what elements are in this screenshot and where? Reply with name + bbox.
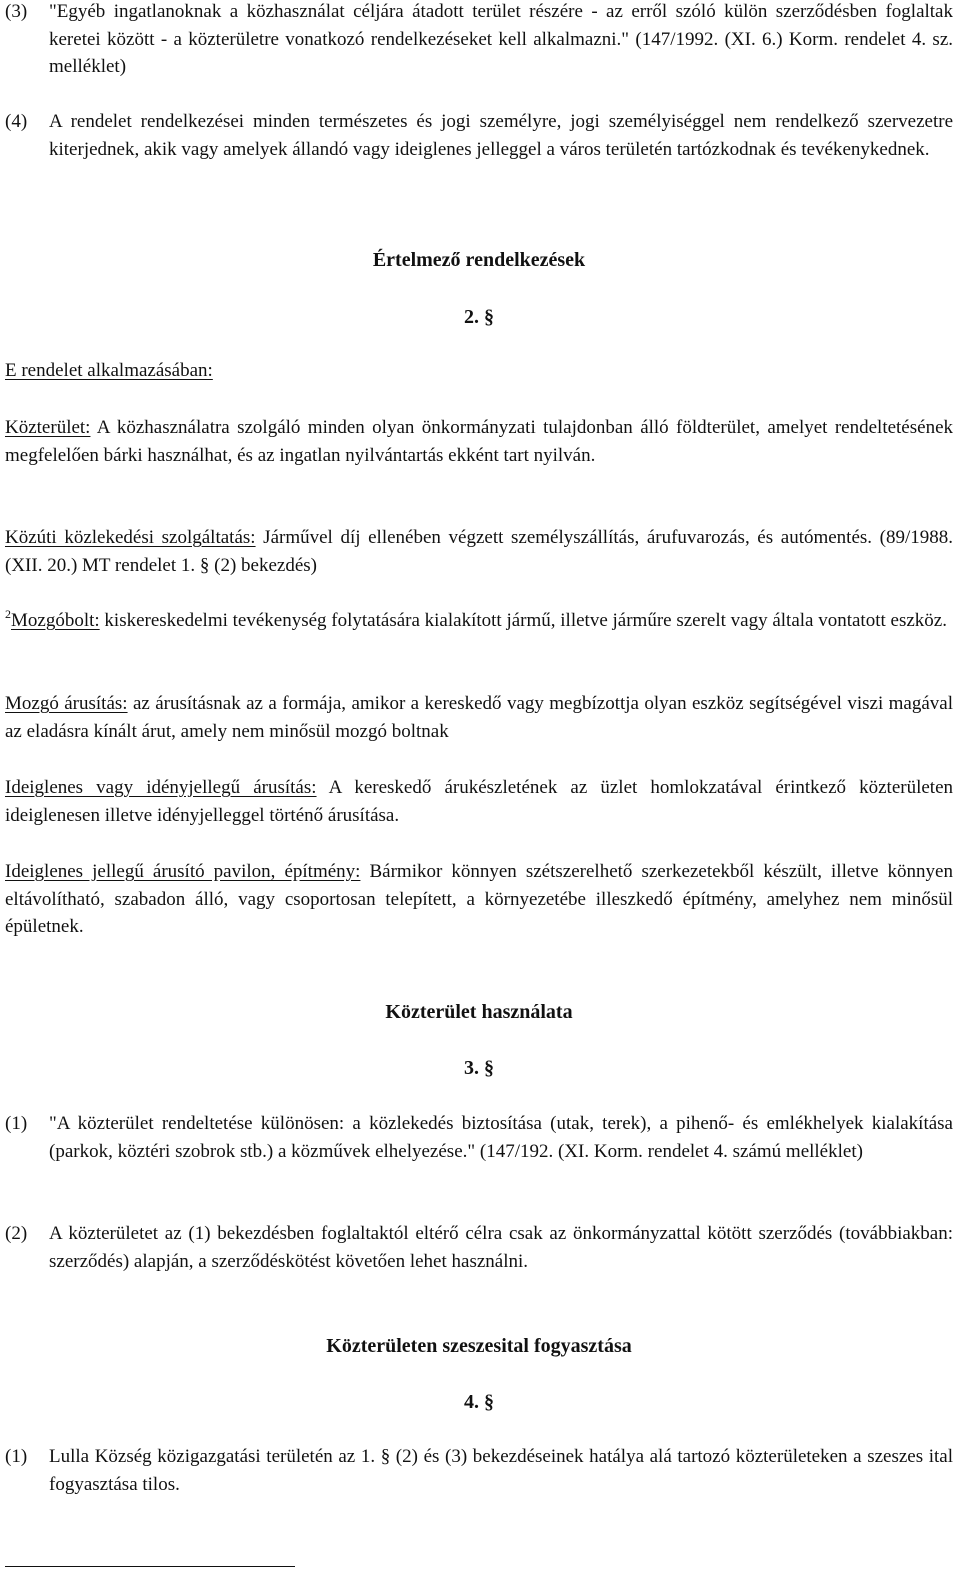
paragraph-1-3 [5,0,953,81]
section-2-lead: E rendelet alkalmazásában: [5,360,213,381]
paragraph-4-1 [5,1443,953,1498]
definition-term: Mozgó árusítás: [5,693,128,714]
definition-kozuti-kozlekedes [5,524,953,579]
paragraph-text: "Egyéb ingatlanoknak a közhasználat céljára átadott terület részére - az erről szóló külön szerződésben foglaltak keretei között - a közterületre vonatkozó rendelkezéseket kell alkalmazni." (147/1992. (XI. 6.) Korm. rendelet 4. sz. melléklet) [49,1,953,77]
section-3-number: 3. § [464,1057,494,1079]
section-4-number: 4. § [464,1391,494,1413]
definition-pavilon [5,858,953,941]
paragraph-number: (1) [5,1446,28,1467]
definition-text: kiskereskedelmi tevékenység folytatására kialakított jármű, illetve járműre szerelt vagy általa vontatott eszköz. [99,610,947,631]
definition-text: Bármikor könnyen szétszerelhető szerkezetekből készült, illetve könnyen eltávolítható, szabadon álló, vagy csoportosan telepített, a környezetébe illeszkedő építmény, amelyhez nem minősül épületnek. [5,861,953,937]
section-2-number: 2. § [464,306,494,328]
paragraph-number: (3) [5,1,28,22]
paragraph-text: A rendelet rendelkezései minden természetes és jogi személyre, jogi személyiséggel nem rendelkező szervezetre kiterjednek, akik vagy amelyek állandó vagy ideiglenes jelleggel a város területén tartózkodnak és tevékenykednek. [49,111,953,160]
section-4-heading: Közterületen szeszesital fogyasztása [326,1335,632,1357]
definition-term: Közúti közlekedési szolgáltatás: [5,527,256,548]
definition-text: Járművel díj ellenében végzett személyszállítás, árufuvarozás, és autómentés. (89/1988. (XII. 20.) MT rendelet 1. § (2) bekezdés) [5,527,954,576]
definition-kozterulet [5,414,953,469]
definition-term: Ideiglenes vagy idényjellegű árusítás: [5,777,317,798]
paragraph-number: (4) [5,111,28,132]
paragraph-3-2 [5,1220,953,1275]
definition-term: Közterület: [5,417,91,438]
definition-mozgo-arusitas [5,690,953,745]
definition-term: Mozgóbolt: [11,610,100,631]
definition-mozgobolt [5,607,953,635]
paragraph-3-1 [5,1110,953,1165]
paragraph-number: (1) [5,1113,28,1134]
paragraph-1-4 [5,108,953,163]
footnote-separator [5,1566,295,1567]
footnote-marker: 2 [5,607,11,621]
paragraph-number: (2) [5,1223,28,1244]
definition-term: Ideiglenes jellegű árusító pavilon, építmény: [5,861,361,882]
section-3-heading: Közterület használata [385,1001,573,1023]
paragraph-text: A közterületet az (1) bekezdésben foglaltaktól eltérő célra csak az önkormányzattal kötött szerződés (továbbiakban: szerződés) alapján, a szerződéskötést követően lehet használni. [49,1223,953,1272]
paragraph-text: Lulla Község közigazgatási területén az 1. § (2) és (3) bekezdéseinek hatálya alá tartozó közterületeken a szeszes ital fogyasztása tilos. [49,1446,953,1495]
definition-ideiglenes-arusitas [5,774,953,829]
definition-text: az árusításnak az a formája, amikor a kereskedő vagy megbízottja olyan eszköz segítségével viszi magával az eladásra kínált árut, amely nem minősül mozgó boltnak [5,693,953,742]
definition-text: A közhasználatra szolgáló minden olyan önkormányzati tulajdonban álló földterület, amelyet rendeltetésének megfelelően bárki használhat, és az ingatlan nyilvántartás ekként tart nyilván. [5,417,953,466]
definition-text: A kereskedő árukészletének az üzlet homlokzatával érintkező közterületen ideiglenesen illetve idényjelleggel történő árusítása. [5,777,953,826]
paragraph-text: "A közterület rendeltetése különösen: a közlekedés biztosítása (utak, terek), a pihenő- és emlékhelyek kialakítása (parkok, köztéri szobrok stb.) a közművek elhelyezése." (147/192. (XI. Korm. rendelet 4. számú melléklet) [49,1113,953,1162]
section-2-heading: Értelmező rendelkezések [372,249,586,271]
